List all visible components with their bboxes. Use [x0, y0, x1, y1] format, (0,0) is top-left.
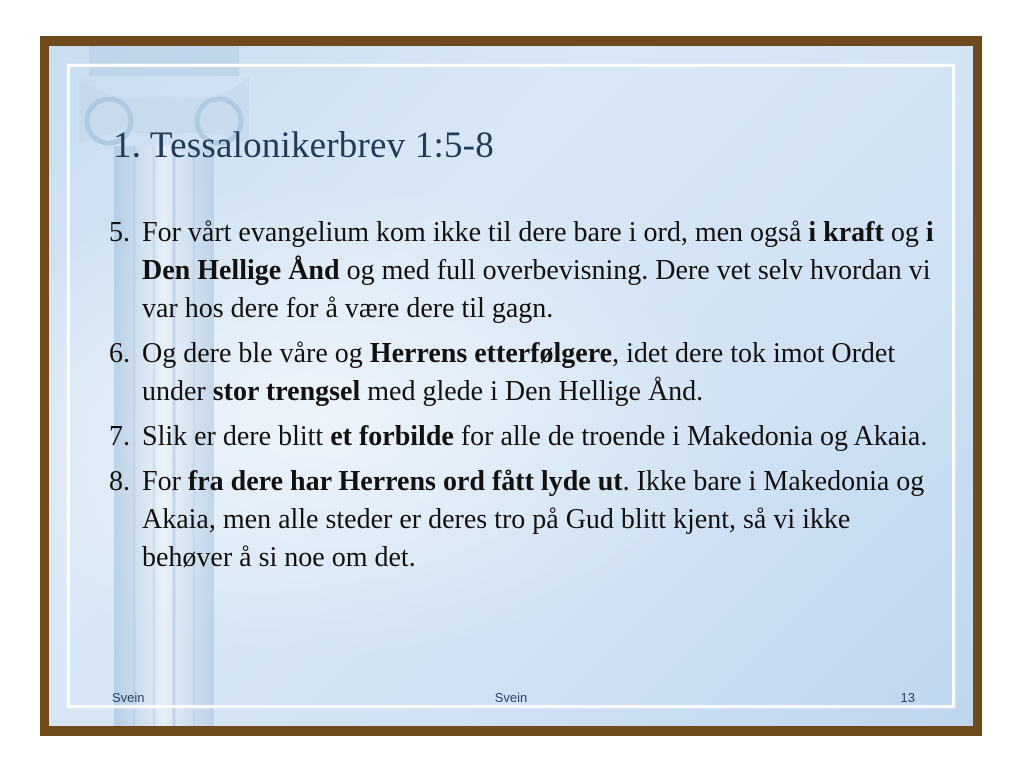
verse-number: 8.	[109, 466, 130, 497]
emphasis-text: stor trengsel	[212, 376, 361, 407]
verse-text-run: Slik er dere blitt	[142, 421, 331, 452]
footer-left: Svein	[112, 690, 145, 705]
verse-text-run: . Ikke bare i Makedonia og Akaia, men alle steder er deres tro på Gud blitt kjent, så vi ikke behøver å si noe om det.	[142, 466, 925, 573]
verse-item-6	[109, 335, 939, 411]
verse-text-run: For	[142, 466, 188, 497]
footer-center: Svein	[494, 690, 528, 705]
emphasis-text: Herrens etterfølgere	[369, 338, 613, 369]
verse-text	[142, 421, 927, 452]
verse-text-run: Og dere ble våre og	[142, 338, 370, 369]
verse-number: 6.	[109, 338, 130, 369]
verse-number: 7.	[109, 421, 130, 452]
verse-item-7	[109, 418, 939, 456]
slide	[40, 36, 982, 736]
verse-text-run: og	[883, 217, 926, 248]
verse-text-run: med glede i Den Hellige Ånd.	[360, 376, 704, 407]
verse-text	[142, 466, 924, 573]
verse-number: 5.	[109, 217, 130, 248]
slide-background	[49, 46, 973, 726]
verse-text	[142, 217, 934, 324]
verse-text-run: for alle de troende i Makedonia og Akaia.	[453, 421, 928, 452]
emphasis-text: fra dere har Herrens ord fått lyde ut	[187, 466, 623, 497]
verse-item-5	[109, 214, 939, 328]
page-number: 13	[900, 690, 915, 705]
verse-text	[142, 338, 895, 407]
emphasis-text: i Den Hellige Ånd	[142, 217, 934, 286]
slide-title: 1. Tessalonikerbrev 1:5-8	[113, 125, 494, 166]
verse-text-run: For vårt evangelium kom ikke til dere bare i ord, men også	[142, 217, 809, 248]
emphasis-text: et forbilde	[330, 421, 454, 452]
verse-text-run: og med full overbevisning. Dere vet selv hvordan vi var hos dere for å være dere til gagn.	[142, 255, 931, 324]
verse-list	[109, 214, 939, 584]
verse-item-8	[109, 463, 939, 577]
emphasis-text: i kraft	[808, 217, 884, 248]
verse-text-run: , idet dere tok imot Ordet under	[142, 338, 896, 407]
